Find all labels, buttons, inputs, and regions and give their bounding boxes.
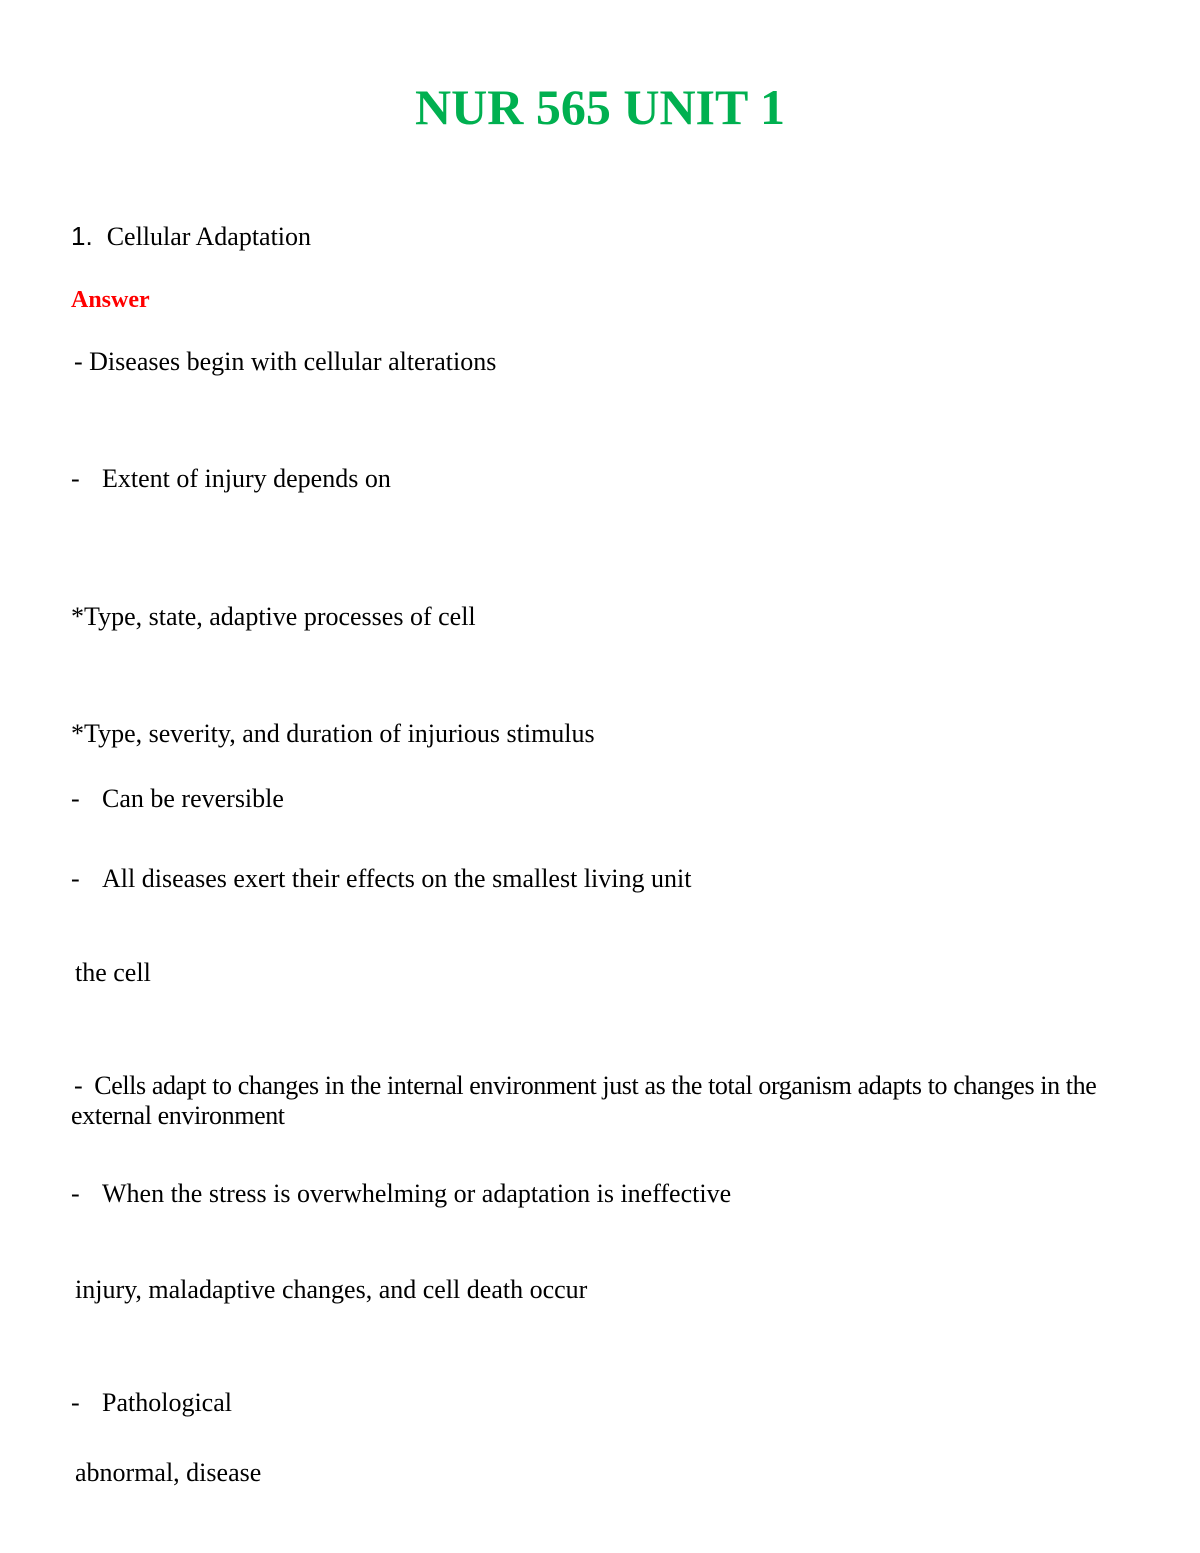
bullet-dash: - [71, 1388, 80, 1417]
bullet-dash: - [71, 864, 80, 893]
question-number: 1. [71, 221, 93, 251]
answer-line-11 [71, 1388, 232, 1418]
line-text: Cells adapt to changes in the internal environment just as the total organism adapts to changes in the external environment [71, 1071, 1097, 1130]
question-text: Cellular Adaptation [106, 222, 312, 251]
answer-line-7: the cell [75, 958, 151, 987]
answer-line-1: - Diseases begin with cellular alterations [74, 347, 497, 376]
answer-label: Answer [71, 287, 150, 313]
answer-line-4: *Type, severity, and duration of injurious stimulus [71, 719, 595, 748]
bullet-dash: - [71, 784, 80, 813]
bullet-dash: - [71, 464, 80, 493]
answer-line-6 [71, 864, 691, 894]
line-text: All diseases exert their effects on the smallest living unit [102, 864, 692, 893]
answer-line-8 [71, 1071, 1131, 1131]
line-text: When the stress is overwhelming or adaptation is ineffective [102, 1179, 732, 1208]
line-text: Can be reversible [102, 784, 284, 813]
answer-line-10: injury, maladaptive changes, and cell death occur [75, 1275, 588, 1304]
answer-line-5 [71, 784, 284, 814]
question-heading [71, 221, 311, 252]
answer-line-12: abnormal, disease [75, 1458, 262, 1487]
answer-line-3: *Type, state, adaptive processes of cell [71, 602, 476, 631]
line-text: Pathological [102, 1388, 232, 1417]
document-title: NUR 565 UNIT 1 [415, 79, 785, 135]
answer-line-9 [71, 1179, 731, 1209]
answer-line-2 [71, 464, 391, 494]
bullet-dash: - [74, 1071, 83, 1100]
line-text: Extent of injury depends on [102, 464, 391, 493]
bullet-dash: - [71, 1179, 80, 1208]
